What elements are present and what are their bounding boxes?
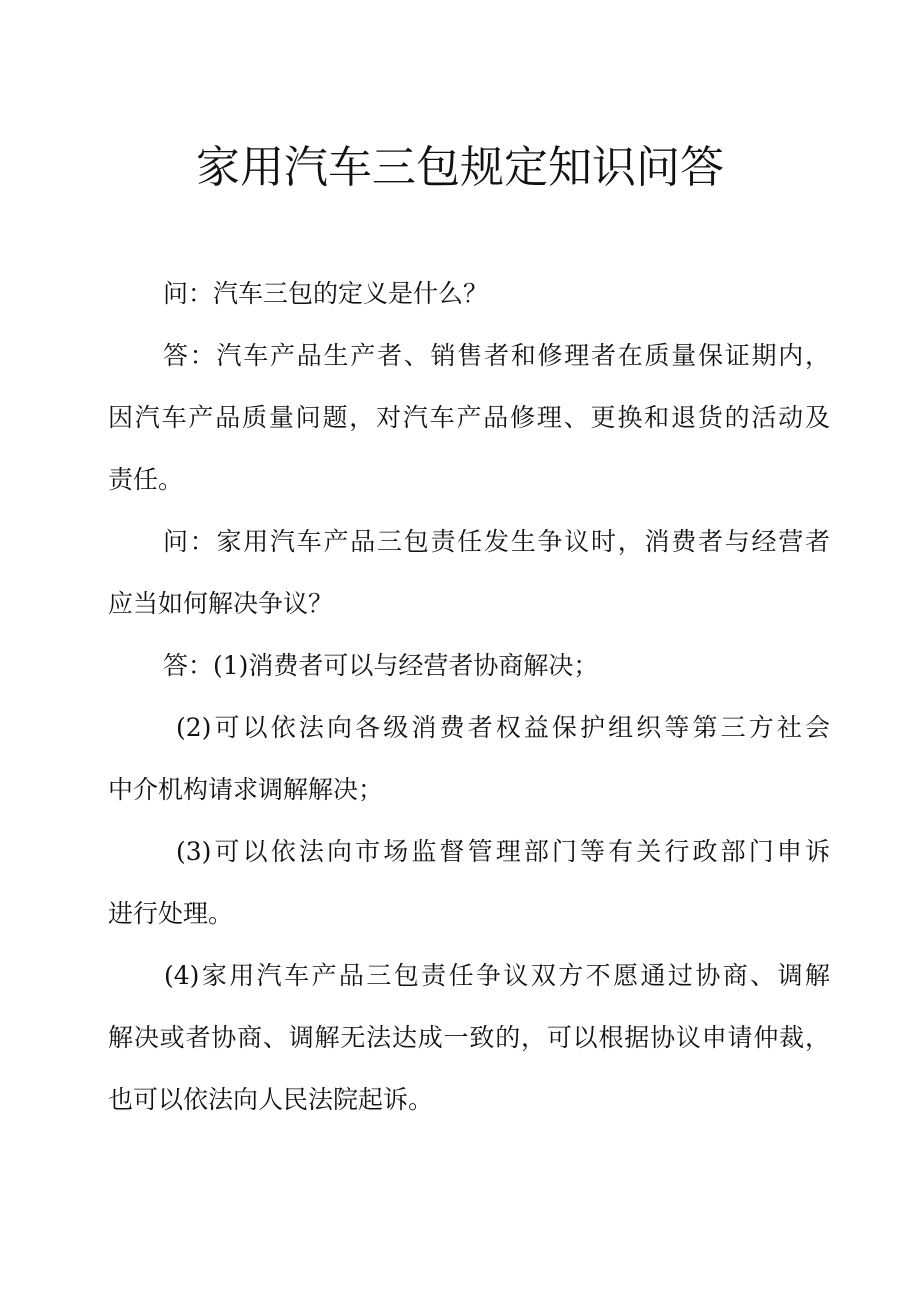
question-2-line-1: 问：家用汽车产品三包责任发生争议时，消费者与经营者 <box>163 527 830 556</box>
answer-2-item-4-line-3: 也可以依法向人民法院起诉。 <box>108 1085 434 1114</box>
answer-2-item-2-line-2: 中介机构请求调解解决； <box>108 775 384 804</box>
answer-1-line-3: 责任。 <box>108 465 184 494</box>
question-2-line-2: 应当如何解决争议？ <box>108 589 334 618</box>
answer-1-line-2: 因汽车产品质量问题，对汽车产品修理、更换和退货的活动及 <box>108 403 830 432</box>
answer-1-line-1: 答：汽车产品生产者、销售者和修理者在质量保证期内， <box>163 341 830 370</box>
document-title: 家用汽车三包规定知识问答 <box>196 142 724 193</box>
answer-2-item-3-line-2: 进行处理。 <box>108 899 234 928</box>
answer-2-item-4-line-1: (4)家用汽车产品三包责任争议双方不愿通过协商、调解 <box>164 961 830 990</box>
answer-2-item-4-line-2: 解决或者协商、调解无法达成一致的，可以根据协议申请仲裁， <box>108 1023 830 1052</box>
question-1: 问：汽车三包的定义是什么？ <box>163 279 489 308</box>
answer-2-item-3-line-1: (3)可以依法向市场监督管理部门等有关行政部门申诉 <box>176 837 830 866</box>
answer-2-item-1: 答：(1)消费者可以与经营者协商解决； <box>163 651 599 680</box>
document-body <box>108 263 830 1131</box>
answer-2-item-2-line-1: (2)可以依法向各级消费者权益保护组织等第三方社会 <box>176 713 830 742</box>
